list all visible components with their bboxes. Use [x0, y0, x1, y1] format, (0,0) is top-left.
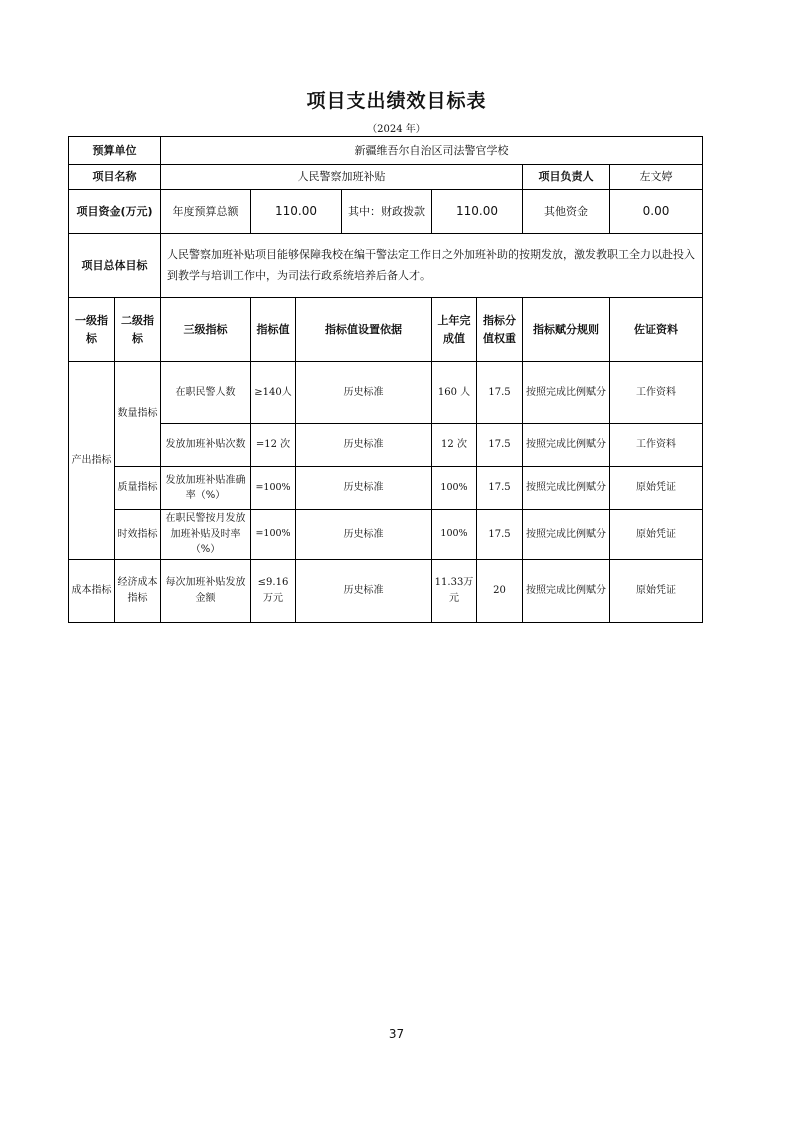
indicator-basis: 历史标准	[296, 362, 432, 424]
other-funds-label: 其他资金	[523, 190, 610, 234]
header-level1: 一级指标	[69, 298, 115, 362]
header-value: 指标值	[251, 298, 296, 362]
goal-row	[69, 234, 703, 298]
subgroup-quantity: 数量指标	[115, 362, 161, 467]
indicator-basis: 历史标准	[296, 424, 432, 467]
indicator-last-year: 100%	[432, 467, 477, 510]
indicator-name: 发放加班补贴准确率（%）	[161, 467, 251, 510]
table-row	[69, 559, 703, 622]
indicator-value: =12 次	[251, 424, 296, 467]
budget-unit-value: 新疆维吾尔自治区司法警官学校	[161, 137, 703, 165]
header-last-year: 上年完成值	[432, 298, 477, 362]
goal-label: 项目总体目标	[69, 234, 161, 298]
fiscal-label: 其中：财政拨款	[342, 190, 432, 234]
annual-total-value: 110.00	[251, 190, 342, 234]
page-title: 项目支出绩效目标表	[306, 90, 487, 112]
fiscal-value: 110.00	[432, 190, 523, 234]
header-level3: 三级指标	[161, 298, 251, 362]
indicator-evidence: 工作资料	[610, 424, 703, 467]
indicator-value: ≤9.16万元	[251, 559, 296, 622]
indicator-value: =100%	[251, 510, 296, 560]
indicator-last-year: 100%	[432, 510, 477, 560]
page-number: 37	[388, 1027, 405, 1041]
annual-total-label: 年度预算总额	[161, 190, 251, 234]
indicator-basis: 历史标准	[296, 467, 432, 510]
funds-label: 项目资金(万元)	[69, 190, 161, 234]
table-row	[69, 362, 703, 424]
header-level2: 二级指标	[115, 298, 161, 362]
subgroup-economic: 经济成本指标	[115, 559, 161, 622]
header-rule: 指标赋分规则	[523, 298, 610, 362]
project-name-row	[69, 165, 703, 190]
indicator-value: =100%	[251, 467, 296, 510]
indicator-evidence: 原始凭证	[610, 510, 703, 560]
table-row	[69, 467, 703, 510]
indicator-basis: 历史标准	[296, 559, 432, 622]
indicator-name: 发放加班补贴次数	[161, 424, 251, 467]
budget-unit-row	[69, 137, 703, 165]
indicator-weight: 17.5	[477, 510, 523, 560]
other-funds-value: 0.00	[610, 190, 703, 234]
indicator-evidence: 工作资料	[610, 362, 703, 424]
indicator-weight: 17.5	[477, 362, 523, 424]
header-basis: 指标值设置依据	[296, 298, 432, 362]
indicator-name: 在职民警人数	[161, 362, 251, 424]
group-cost: 成本指标	[69, 559, 115, 622]
goal-text: 人民警察加班补贴项目能够保障我校在编干警法定工作日之外加班补助的按期发放，激发教职工全力以赴投入到教学与培训工作中，为司法行政系统培养后备人才。	[161, 234, 703, 298]
group-output: 产出指标	[69, 362, 115, 560]
indicator-last-year: 160 人	[432, 362, 477, 424]
indicator-name: 在职民警按月发放加班补贴及时率（%）	[161, 510, 251, 560]
indicator-evidence: 原始凭证	[610, 559, 703, 622]
indicator-weight: 17.5	[477, 467, 523, 510]
subgroup-quality: 质量指标	[115, 467, 161, 510]
indicator-value: ≥140人	[251, 362, 296, 424]
table-row	[69, 424, 703, 467]
header-weight: 指标分值权重	[477, 298, 523, 362]
indicator-rule: 按照完成比例赋分	[523, 424, 610, 467]
owner-value: 左文婷	[610, 165, 703, 190]
indicator-basis: 历史标准	[296, 510, 432, 560]
project-name-label: 项目名称	[69, 165, 161, 190]
indicator-evidence: 原始凭证	[610, 467, 703, 510]
subgroup-timeliness: 时效指标	[115, 510, 161, 560]
indicator-weight: 20	[477, 559, 523, 622]
indicator-rule: 按照完成比例赋分	[523, 559, 610, 622]
indicator-header-row	[69, 298, 703, 362]
indicator-last-year: 11.33万元	[432, 559, 477, 622]
indicator-rule: 按照完成比例赋分	[523, 362, 610, 424]
year-label: （2024 年）	[367, 124, 426, 135]
indicator-rule: 按照完成比例赋分	[523, 510, 610, 560]
performance-table	[68, 136, 703, 623]
indicator-rule: 按照完成比例赋分	[523, 467, 610, 510]
indicator-last-year: 12 次	[432, 424, 477, 467]
indicator-name: 每次加班补贴发放金额	[161, 559, 251, 622]
indicator-weight: 17.5	[477, 424, 523, 467]
budget-unit-label: 预算单位	[69, 137, 161, 165]
header-evidence: 佐证资料	[610, 298, 703, 362]
project-name-value: 人民警察加班补贴	[161, 165, 523, 190]
funds-row	[69, 190, 703, 234]
table-row	[69, 510, 703, 560]
owner-label: 项目负责人	[523, 165, 610, 190]
